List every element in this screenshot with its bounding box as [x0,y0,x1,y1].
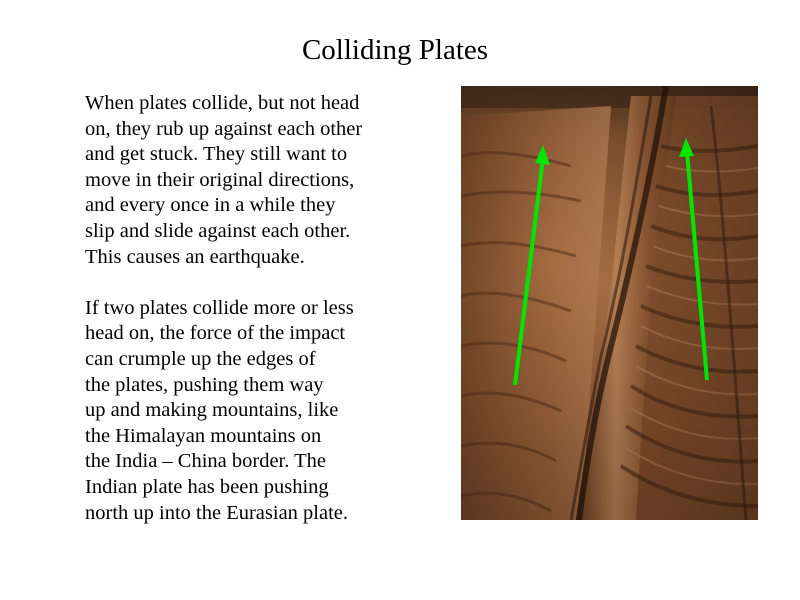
text-line: on, they rub up against each other [85,117,363,140]
text-line: slip and slide against each other. [85,219,351,242]
body-text [85,91,455,526]
text-line: This causes an earthquake. [85,245,305,268]
text-line: the plates, pushing them way [85,373,324,396]
text-line: can crumple up the edges of [85,347,316,370]
text-line: the Himalayan mountains on [85,424,322,447]
text-line: north up into the Eurasian plate. [85,501,349,524]
text-line: and every once in a while they [85,194,336,217]
fault-line-photo [461,86,758,520]
text-line: move in their original directions, [85,168,355,191]
text-line: If two plates collide more or less [85,296,354,319]
text-line: and get stuck. They still want to [85,143,348,166]
text-line: up and making mountains, like [85,399,339,422]
paragraph-gap [85,270,455,296]
text-line: When plates collide, but not head [85,92,360,114]
text-line: Indian plate has been pushing [85,475,329,498]
text-line: head on, the force of the impact [85,322,346,345]
text-line: the India – China border. The [85,450,327,473]
fault-line-image [461,86,758,520]
photo-shading [461,86,758,520]
slide-title: Colliding Plates [301,34,489,66]
